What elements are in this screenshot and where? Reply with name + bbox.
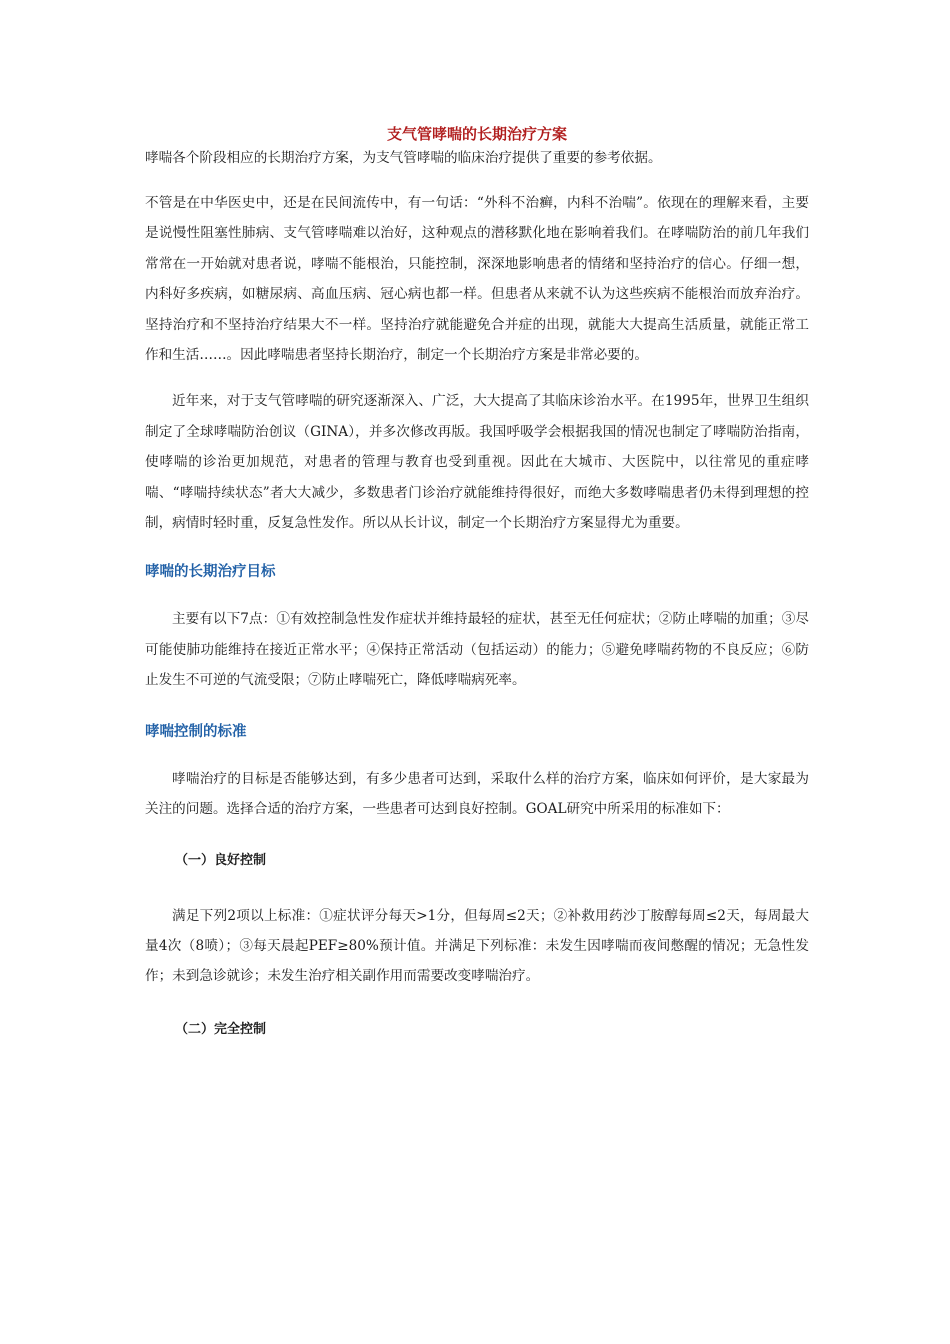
section-standards-body: 哮喘治疗的目标是否能够达到，有多少患者可达到，采取什么样的治疗方案，临床如何评价，是大家最为关注的问题。选择合适的治疗方案，一些患者可达到良好控制。GOAL研究中所采用的标准如下： bbox=[145, 770, 809, 818]
intro-text: 哮喘各个阶段相应的长期治疗方案，为支气管哮喘的临床治疗提供了重要的参考依据。 bbox=[145, 150, 662, 166]
paragraph-2: 近年来，对于支气管哮喘的研究逐渐深入、广泛，大大提高了其临床诊治水平。在1995年，世界卫生组织制定了全球哮喘防治创议（GINA），并多次修改再版。我国呼吸学会根据我国的情况也制定了哮喘防治指南，使哮喘的诊治更加规范，对患者的管理与教育也受到重视。因此在大城市、大医院中，以往常见的重症哮喘、“哮喘持续状态”者大大减少，多数患者门诊治疗就能维持得很好，而绝大多数哮喘患者仍未得到理想的控制，病情时轻时重，反复急性发作。所以从长计议，制定一个长期治疗方案显得尤为重要。 bbox=[145, 393, 809, 532]
document-title: 支气管哮喘的长期治疗方案 bbox=[386, 125, 567, 143]
paragraph-1: 不管是在中华医史中，还是在民间流传中，有一句话：“外科不治癣，内科不治喘”。依现在的理解来看，主要是说慢性阻塞性肺病、支气管哮喘难以治好，这种观点的潜移默化地在影响着我们。在哮喘防治的前几年我们常常在一开始就对患者说，哮喘不能根治，只能控制，深深地影响患者的情绪和坚持治疗的信心。仔细一想，内科好多疾病，如糖尿病、高血压病、冠心病也都一样。但患者从来就不认为这些疾病不能根治而放弃治疗。坚持治疗和不坚持治疗结果大不一样。坚持治疗就能避免合并症的出现，就能大大提高生活质量，就能正常工作和生活……。因此哮喘患者坚持长期治疗，制定一个长期治疗方案是非常必要的。 bbox=[145, 195, 809, 364]
section-goals-body: 主要有以下7点：①有效控制急性发作症状并维持最轻的症状，甚至无任何症状；②防止哮喘的加重；③尽可能使肺功能维持在接近正常水平；④保持正常活动（包括运动）的能力；⑤避免哮喘药物的不良反应；⑥防止发生不可逆的气流受限；⑦防止哮喘死亡，降低哮喘病死率。 bbox=[145, 611, 809, 689]
sub-heading-full-control: （二）完全控制 bbox=[175, 1021, 267, 1037]
section-heading-goals: 哮喘的长期治疗目标 bbox=[145, 564, 276, 581]
good-control-body: 满足下列2项以上标准：①症状评分每天>1分，但每周≤2天；②补救用药沙丁胺醇每周≤2天，每周最大量4次（8喷）；③每天晨起PEF≥80%预计值。并满足下列标准：未发生因哮喘而夜间憋醒的情况；无急性发作；未到急诊就诊；未发生治疗相关副作用而需要改变哮喘治疗。 bbox=[145, 907, 809, 985]
section-heading-standards: 哮喘控制的标准 bbox=[145, 723, 247, 740]
document-page bbox=[145, 122, 809, 1042]
sub-heading-good-control: （一）良好控制 bbox=[175, 852, 267, 868]
